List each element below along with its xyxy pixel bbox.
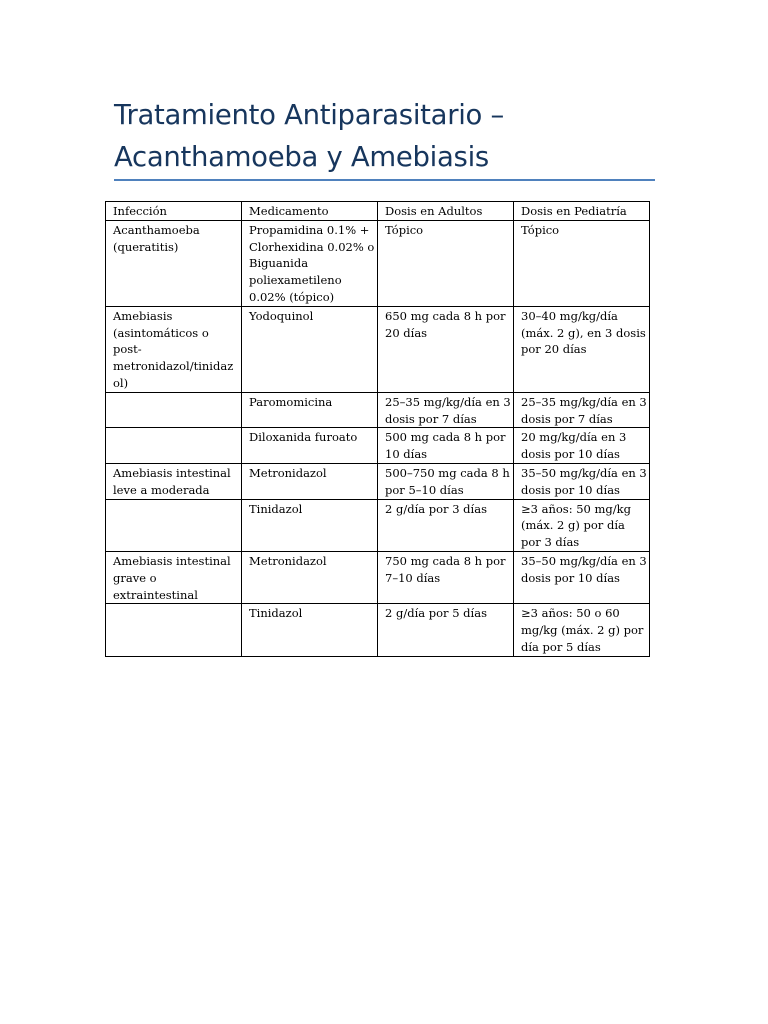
pediatric-dose-cell: 35–50 mg/kg/día en 3 dosis por 10 días <box>514 551 650 603</box>
title-divider <box>114 179 655 181</box>
adult-dose-cell: 650 mg cada 8 h por 20 días <box>378 306 514 392</box>
medication-cell: Yodoquinol <box>242 306 378 392</box>
table-row <box>106 428 650 464</box>
medication-cell: Tinidazol <box>242 499 378 551</box>
infection-cell: Acanthamoeba (queratitis) <box>106 220 242 306</box>
infection-cell <box>106 499 242 551</box>
medication-cell: Metronidazol <box>242 463 378 499</box>
pediatric-dose-cell: ≥3 años: 50 mg/kg (máx. 2 g) por día por 3 días <box>514 499 650 551</box>
table-header-row <box>106 202 650 221</box>
adult-dose-cell: 2 g/día por 3 días <box>378 499 514 551</box>
adult-dose-cell: 500 mg cada 8 h por 10 días <box>378 428 514 464</box>
pediatric-dose-cell: 25–35 mg/kg/día en 3 dosis por 7 días <box>514 392 650 428</box>
pediatric-dose-cell: ≥3 años: 50 o 60 mg/kg (máx. 2 g) por día por 5 días <box>514 604 650 656</box>
pediatric-dose-cell: 35–50 mg/kg/día en 3 dosis por 10 días <box>514 463 650 499</box>
table-row <box>106 306 650 392</box>
infection-cell: Amebiasis intestinal grave o extraintestinal <box>106 551 242 603</box>
table-row <box>106 604 650 656</box>
medication-cell: Propamidina 0.1% + Clorhexidina 0.02% o Biguanida poliexametileno 0.02% (tópico) <box>242 220 378 306</box>
table-row <box>106 220 650 306</box>
table-row <box>106 499 650 551</box>
infection-cell: Amebiasis intestinal leve a moderada <box>106 463 242 499</box>
medication-cell: Metronidazol <box>242 551 378 603</box>
adult-dose-cell: 25–35 mg/kg/día en 3 dosis por 7 días <box>378 392 514 428</box>
infection-cell <box>106 604 242 656</box>
adult-dose-cell: 2 g/día por 5 días <box>378 604 514 656</box>
treatment-table <box>105 201 650 657</box>
pediatric-dose-cell: 20 mg/kg/día en 3 dosis por 10 días <box>514 428 650 464</box>
infection-cell <box>106 392 242 428</box>
adult-dose-cell: 500–750 mg cada 8 h por 5–10 días <box>378 463 514 499</box>
pediatric-dose-cell: Tópico <box>514 220 650 306</box>
header-cell-infection: Infección <box>106 202 242 221</box>
header-cell-medication: Medicamento <box>242 202 378 221</box>
pediatric-dose-cell: 30–40 mg/kg/día (máx. 2 g), en 3 dosis por 20 días <box>514 306 650 392</box>
medication-cell: Diloxanida furoato <box>242 428 378 464</box>
table-row <box>106 551 650 603</box>
header-cell-adult-dose: Dosis en Adultos <box>378 202 514 221</box>
infection-cell <box>106 428 242 464</box>
page-title: Tratamiento Antiparasitario – Acanthamoeba y Amebiasis <box>114 99 504 173</box>
medication-cell: Tinidazol <box>242 604 378 656</box>
adult-dose-cell: 750 mg cada 8 h por 7–10 días <box>378 551 514 603</box>
table-row <box>106 463 650 499</box>
adult-dose-cell: Tópico <box>378 220 514 306</box>
infection-cell: Amebiasis (asintomáticos o post-metronidazol/tinidazol) <box>106 306 242 392</box>
header-cell-pediatric-dose: Dosis en Pediatría <box>514 202 650 221</box>
medication-cell: Paromomicina <box>242 392 378 428</box>
table-row <box>106 392 650 428</box>
